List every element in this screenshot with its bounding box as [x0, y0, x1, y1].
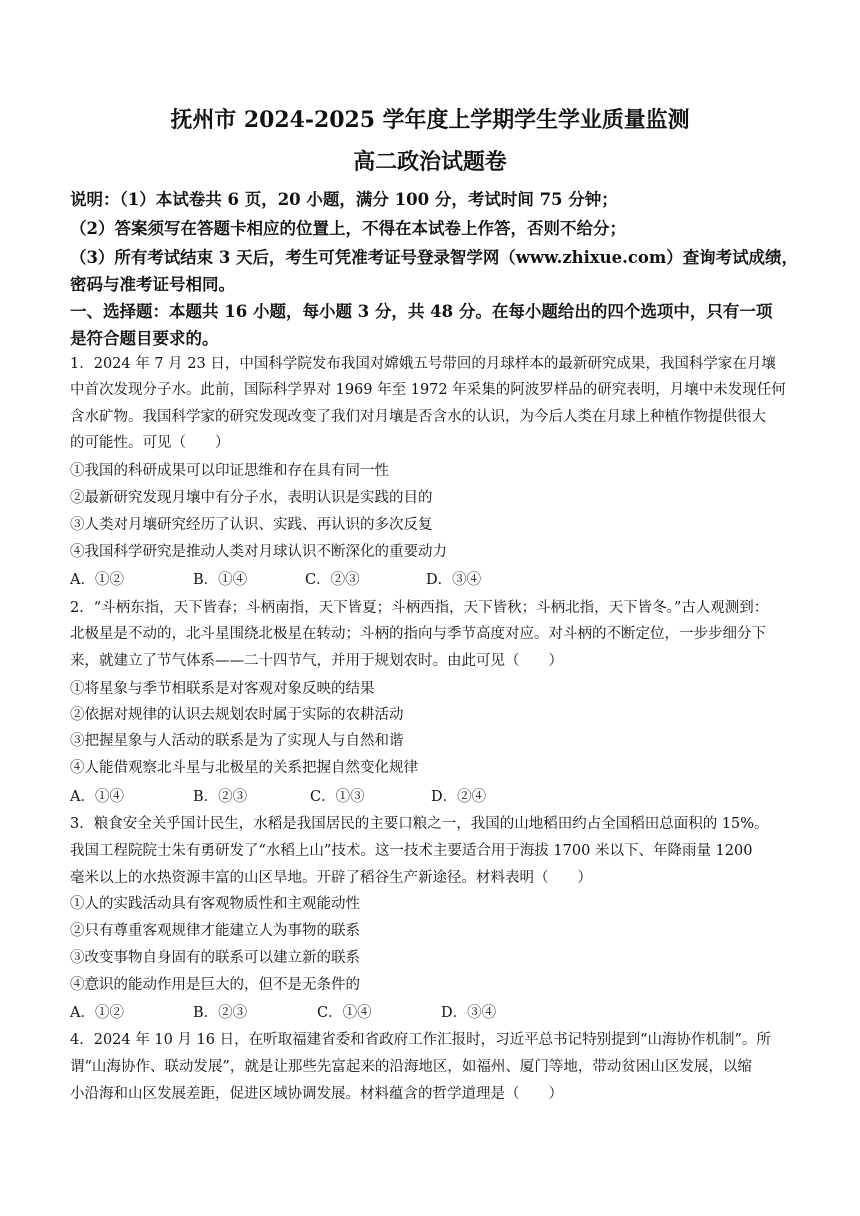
question-item: ③把握星象与人活动的联系是为了实现人与自然和谐: [70, 733, 404, 749]
answer-option: D．③④: [426, 572, 482, 588]
answer-option: B．②③: [193, 1005, 248, 1021]
question-stem-line: 北极星是不动的，北斗星围绕北极星在转动；斗柄的指向与季节高度对应。对斗柄的不断定位，一步步细分下: [70, 626, 766, 642]
question-stem-line: 毫米以上的水热资源丰富的山区旱地。开辟了稻谷生产新途径。材料表明（ ）: [70, 870, 592, 886]
question-item: ②最新研究发现月壤中有分子水，表明认识是实践的目的: [70, 490, 433, 506]
answer-option: A．①②: [70, 1005, 124, 1021]
question-stem-line: 来，就建立了节气体系——二十四节气，并用于规划农时。由此可见（ ）: [70, 653, 563, 669]
question-item: ①将星象与季节相联系是对客观对象反映的结果: [70, 681, 375, 697]
section-heading: 一、选择题：本题共 16 小题，每小题 3 分，共 48 分。在每小题给出的四个选项中，只有一项: [70, 302, 773, 321]
question-item: ④意识的能动作用是巨大的，但不是无条件的: [70, 977, 360, 993]
question-item: ②只有尊重客观规律才能建立人为事物的联系: [70, 923, 360, 939]
instruction-line: （3）所有考试结束 3 天后，考生可凭准考证号登录智学网（www.zhixue.com）查询考试成绩，: [70, 248, 798, 267]
answer-option: B．①④: [193, 572, 248, 588]
answer-option: C．①③: [310, 789, 365, 805]
section-heading: 是符合题目要求的。: [70, 329, 219, 348]
instruction-line: 说明：（1）本试卷共 6 页，20 小题，满分 100 分，考试时间 75 分钟；: [70, 190, 618, 209]
question-stem-line: 谓“山海协作、联动发展”，就是让那些先富起来的沿海地区，如福州、厦门等地，带动贫困山区发展，以缩: [70, 1059, 752, 1075]
answer-option: D．②④: [431, 789, 487, 805]
answer-option: A．①④: [70, 789, 124, 805]
question-item: ③改变事物自身固有的联系可以建立新的联系: [70, 950, 360, 966]
question-stem-line: 4．2024 年 10 月 16 日，在听取福建省委和省政府工作汇报时，习近平总书记特别提到“山海协作机制”。所: [70, 1032, 771, 1048]
exam-subtitle: 高二政治试题卷: [353, 149, 507, 175]
question-stem-line: 的可能性。可见（ ）: [70, 435, 230, 451]
question-item: ④我国科学研究是推动人类对月球认识不断深化的重要动力: [70, 544, 447, 560]
question-item: ①我国的科研成果可以印证思维和存在具有同一性: [70, 463, 389, 479]
question-item: ①人的实践活动具有客观物质性和主观能动性: [70, 896, 360, 912]
question-stem-line: 1．2024 年 7 月 23 日，中国科学院发布我国对嫦娥五号带回的月球样本的最新研究成果，我国科学家在月壤: [70, 356, 776, 372]
answer-option: C．①④: [317, 1005, 372, 1021]
question-item: ③人类对月壤研究经历了认识、实践、再认识的多次反复: [70, 517, 433, 533]
question-stem-line: 含水矿物。我国科学家的研究发现改变了我们对月壤是否含水的认识，为今后人类在月球上种植作物提供很大: [70, 409, 766, 425]
question-stem-line: 小沿海和山区发展差距，促进区域协调发展。材料蕴含的哲学道理是（ ）: [70, 1086, 563, 1102]
instruction-line: （2）答案须写在答题卡相应的位置上，不得在本试卷上作答，否则不给分；: [70, 219, 626, 238]
question-stem-line: 我国工程院院士朱有勇研发了“水稻上山”技术。这一技术主要适合用于海拔 1700 米以下、年降雨量 1200: [70, 843, 753, 859]
question-item: ④人能借观察北斗星与北极星的关系把握自然变化规律: [70, 760, 418, 776]
answer-option: C．②③: [305, 572, 360, 588]
answer-option: A．①②: [70, 572, 124, 588]
answer-option: B．②③: [193, 789, 248, 805]
question-stem-line: 3．粮食安全关乎国计民生，水稻是我国居民的主要口粮之一，我国的山地稻田约占全国稻田总面积的 15%。: [70, 816, 769, 832]
answer-option: D．③④: [441, 1005, 497, 1021]
exam-title: 抚州市 2024-2025 学年度上学期学生学业质量监测: [170, 107, 690, 133]
question-item: ②依据对规律的认识去规划农时属于实际的农耕活动: [70, 707, 404, 723]
instruction-line: 密码与准考证号相同。: [70, 275, 235, 294]
question-stem-line: 中首次发现分子水。此前，国际科学界对 1969 年至 1972 年采集的阿波罗样品的研究表明，月壤中未发现任何: [70, 382, 786, 398]
question-stem-line: 2．“斗柄东指，天下皆春；斗柄南指，天下皆夏；斗柄西指，天下皆秋；斗柄北指，天下皆冬。”古人观测到：: [70, 600, 769, 616]
